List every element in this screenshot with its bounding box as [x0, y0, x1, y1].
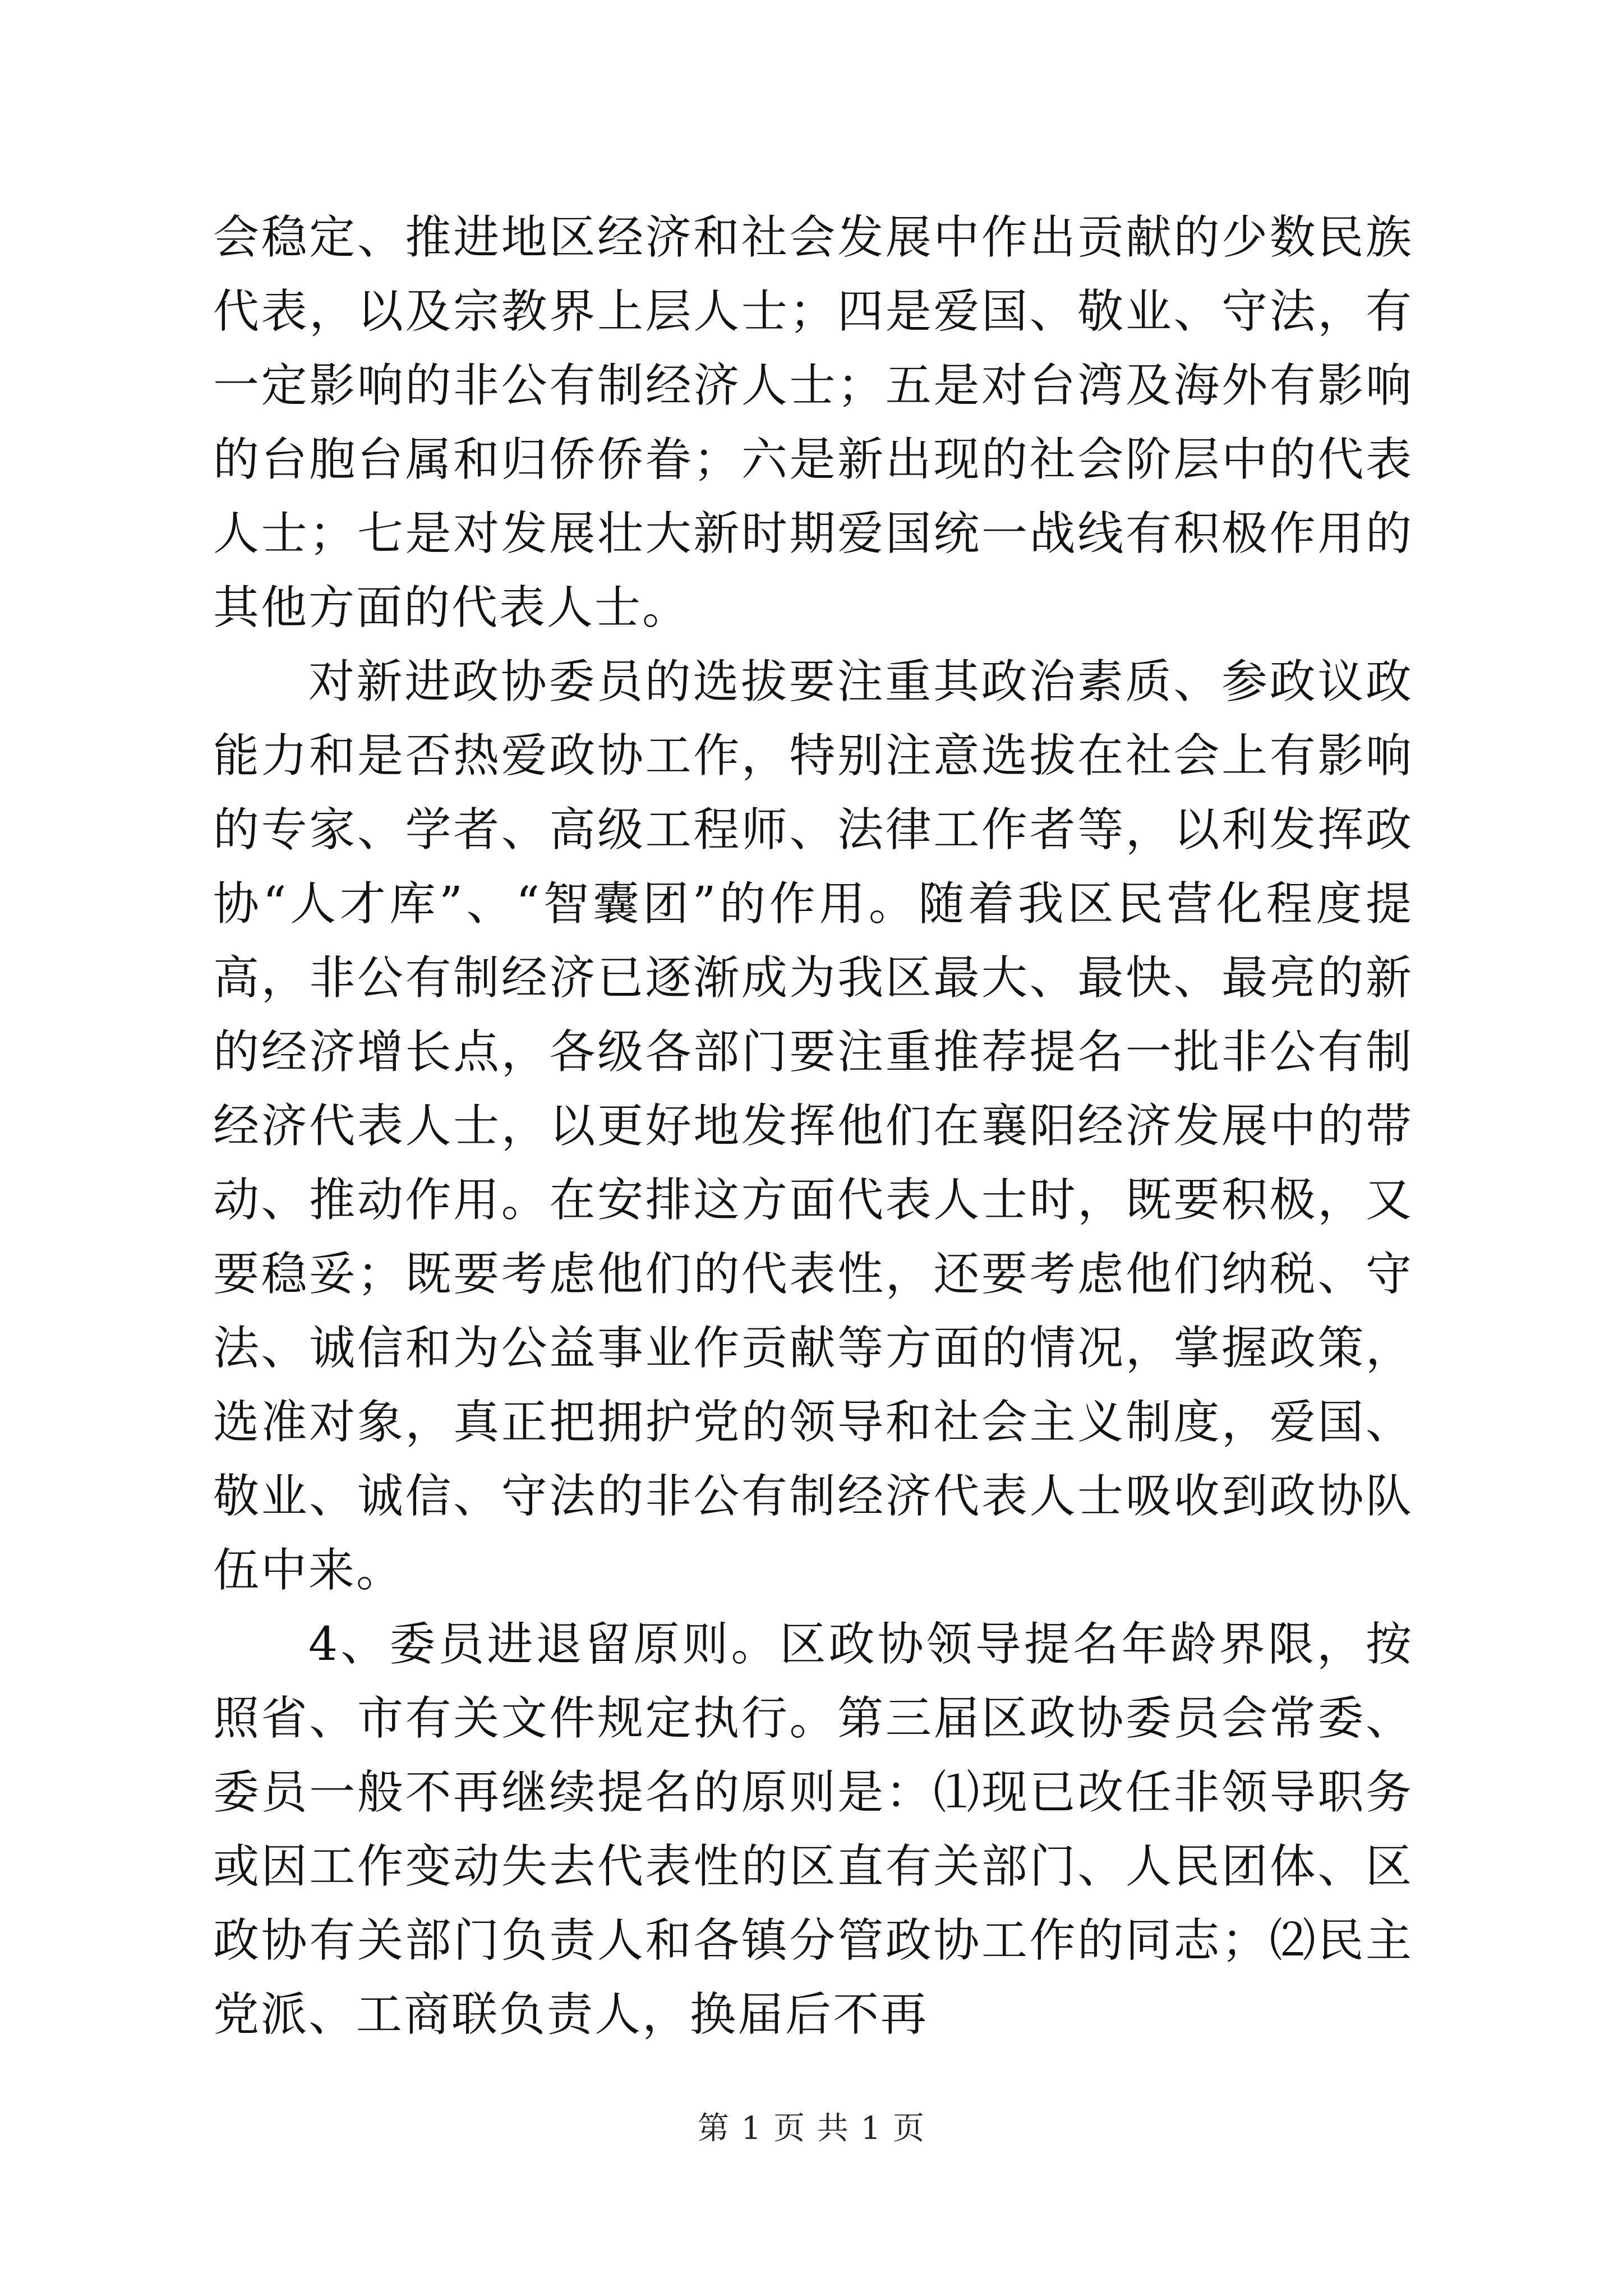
page-footer: 第 1 页 共 1 页: [697, 2110, 926, 2147]
document-body: [213, 201, 1413, 2052]
paragraph-3: 4、委员进退留原则。区政协领导提名年龄界限，按照省、市有关文件规定执行。第三届区政协委员会常委、委员一般不再继续提名的原则是：⑴现已改任非领导职务或因工作变动失去代表性的区直有关部门、人民团体、区政协有关部门负责人和各镇分管政协工作的同志；⑵民主党派、工商联负责人，换届后不再: [213, 1618, 1413, 2041]
paragraph-2: 对新进政协委员的选拔要注重其政治素质、参政议政能力和是否热爱政协工作，特别注意选拔在社会上有影响的专家、学者、高级工程师、法律工作者等，以利发挥政协“人才库”、“智囊团”的作用。随着我区民营化程度提高，非公有制经济已逐渐成为我区最大、最快、最亮的新的经济增长点，各级各部门要注重推荐提名一批非公有制经济代表人士，以更好地发挥他们在襄阳经济发展中的带动、推动作用。在安排这方面代表人士时，既要积极，又要稳妥；既要考虑他们的代表性，还要考虑他们纳税、守法、诚信和为公益事业作贡献等方面的情况，掌握政策，选准对象，真正把拥护党的领导和社会主义制度，爱国、敬业、诚信、守法的非公有制经济代表人士吸收到政协队伍中来。: [213, 655, 1413, 1597]
paragraph-1: 会稳定、推进地区经济和社会发展中作出贡献的少数民族代表，以及宗教界上层人士；四是爱国、敬业、守法，有一定影响的非公有制经济人士；五是对台湾及海外有影响的台胞台属和归侨侨眷；六是新出现的社会阶层中的代表人士；七是对发展壮大新时期爱国统一战线有积极作用的其他方面的代表人士。: [213, 211, 1413, 634]
